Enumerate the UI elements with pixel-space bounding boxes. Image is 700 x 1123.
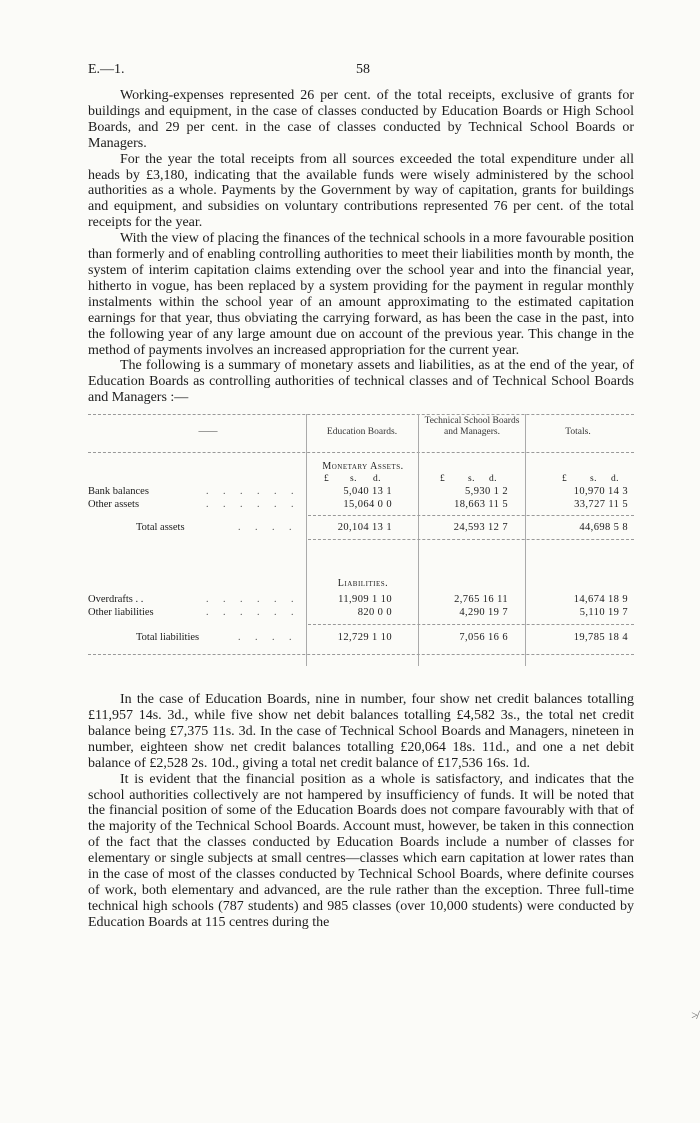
unit-shillings: s. <box>590 474 597 485</box>
column-header-blank: —— <box>198 427 218 438</box>
paragraph-education-boards-balances: In the case of Education Boards, nine in number, four show net credit balances totalling £11,957 14s. 3d., while five show net debit balances totalling £4,582 3s., the total net credit balance being £7,375 11s. 3d. In the case of Technical School Boards and Managers, nineteen in number, eighteen show net credit balances totalling £20,064 18s. 11d., and one a net debit balance of £2,528 2s. 10d., giving a total net credit balance of £17,536 16s. 1d. <box>88 692 634 771</box>
unit-pounds: £ <box>440 474 446 485</box>
row-label-total-liabilities: Total liabilities <box>136 632 200 644</box>
leader-dots: . . . . <box>238 632 298 644</box>
row-label-other-assets: Other assets <box>88 499 140 511</box>
row-label-overdrafts: Overdrafts . . <box>88 594 144 606</box>
page-number: 58 <box>356 62 370 77</box>
cell-totals: 5,110 19 7 <box>579 607 628 619</box>
unit-shillings: s. <box>468 474 475 485</box>
row-label-bank-balances: Bank balances <box>88 486 149 498</box>
cell-technical: 7,056 16 6 <box>459 632 508 644</box>
cell-technical: 4,290 19 7 <box>459 607 508 619</box>
column-header-education-boards: Education Boards. <box>326 427 398 438</box>
paragraph-total-receipts: For the year the total receipts from all sources exceeded the total expenditure under all heads by £3,180, indicating that the available funds were wisely administered by the school authorities as a whole. Payments by the Government by way of capitation, grants for buildings and equipment, and subsidies on voluntary contributions represented 76 per cent. of the total receipts for the year. <box>88 151 634 231</box>
document-page <box>88 62 634 931</box>
paragraph-financial-position: It is evident that the financial position as a whole is satisfactory, and indicates that the school authorities collectively are not hampered by insufficiency of funds. It will be noted that the financial position of some of the Education Boards does not compare favourably with that of the majority of the Technical School Boards. Account must, however, be taken in this connection of the fact that the classes conducted by Education Boards include a number of classes for elementary or single subjects at small centres—classes which earn capitation at lower rates than in the case of most of the classes conducted by Technical School Boards, where definite courses of work, both elementary and advanced, are the rule rather than the exception. Three full-time technical high schools (787 students) and 985 classes (over 10,000 students) were conducted by Education Boards at 115 centres during the <box>88 771 634 930</box>
margin-mark: ≯ <box>691 1008 698 1022</box>
cell-education: 20,104 13 1 <box>337 522 392 534</box>
leader-dots: . . . . . . <box>206 486 300 498</box>
unit-pence: d. <box>611 474 619 485</box>
cell-technical: 18,663 11 5 <box>454 499 508 511</box>
cell-education: 15,064 0 0 <box>343 499 392 511</box>
cell-totals: 44,698 5 8 <box>579 522 628 534</box>
page-header <box>88 62 634 88</box>
section-code: E.—1. <box>88 62 125 77</box>
subtotal-rule <box>308 515 634 516</box>
liabilities-heading: Liabilities. <box>337 578 389 590</box>
monetary-assets-heading: Monetary Assets. <box>322 461 404 473</box>
cell-totals: 14,674 18 9 <box>573 594 628 606</box>
assets-liabilities-table <box>88 414 634 672</box>
table-bottom-rule <box>88 654 634 655</box>
leader-dots: . . . . . . <box>206 594 300 606</box>
cell-totals: 33,727 11 5 <box>574 499 628 511</box>
cell-education: 11,909 1 10 <box>338 594 392 606</box>
cell-technical: 2,765 16 11 <box>454 594 508 606</box>
unit-pounds: £ <box>324 474 330 485</box>
cell-education: 12,729 1 10 <box>337 632 392 644</box>
paragraph-working-expenses: Working-expenses represented 26 per cent. of the total receipts, exclusive of grants for buildings and equipment, in the case of classes conducted by Education Boards or High School Boards, and 29 per cent. in the case of classes conducted by Technical School Boards or Managers. <box>88 88 634 151</box>
cell-technical: 24,593 12 7 <box>453 522 508 534</box>
table-top-rule <box>88 414 634 415</box>
cell-totals: 19,785 18 4 <box>573 632 628 644</box>
leader-dots: . . . . . . <box>206 607 300 619</box>
unit-pence: d. <box>373 474 381 485</box>
column-header-totals: Totals. <box>565 427 591 438</box>
subtotal-rule <box>308 624 634 625</box>
unit-pence: d. <box>489 474 497 485</box>
cell-totals: 10,970 14 3 <box>573 486 628 498</box>
leader-dots: . . . . <box>238 522 298 534</box>
column-header-technical-school-boards: Technical School Boards and Managers. <box>424 416 520 438</box>
cell-education: 820 0 0 <box>357 607 392 619</box>
paragraph-summary-intro: The following is a summary of monetary assets and liabilities, as at the end of the year, of Education Boards as controlling authorities of technical classes and of Technical School Boards and Managers :— <box>88 358 634 406</box>
cell-technical: 5,930 1 2 <box>465 486 508 498</box>
cell-education: 5,040 13 1 <box>343 486 392 498</box>
paragraph-capitation-system: With the view of placing the finances of the technical schools in a more favourable position than formerly and of enabling controlling authorities to meet their liabilities month by month, the system of interim capitation claims extending over the school year and into the financial year, hitherto in vogue, has been replaced by a system providing for the payment in regular monthly instalments within the school year of an amount approximating to the estimated capitation earnings for that year, thus obviating the carrying forward, as has been the case in the past, into the following year of any large amount due on account of the previous year. This change in the method of payments involves an increased appropriation for the current year. <box>88 231 634 358</box>
section-rule <box>308 539 634 540</box>
leader-dots: . . . . . . <box>206 499 300 511</box>
unit-pounds: £ <box>562 474 568 485</box>
unit-shillings: s. <box>350 474 357 485</box>
table-header-rule <box>88 452 634 453</box>
row-label-other-liabilities: Other liabilities <box>88 607 154 619</box>
row-label-total-assets: Total assets <box>136 522 185 534</box>
